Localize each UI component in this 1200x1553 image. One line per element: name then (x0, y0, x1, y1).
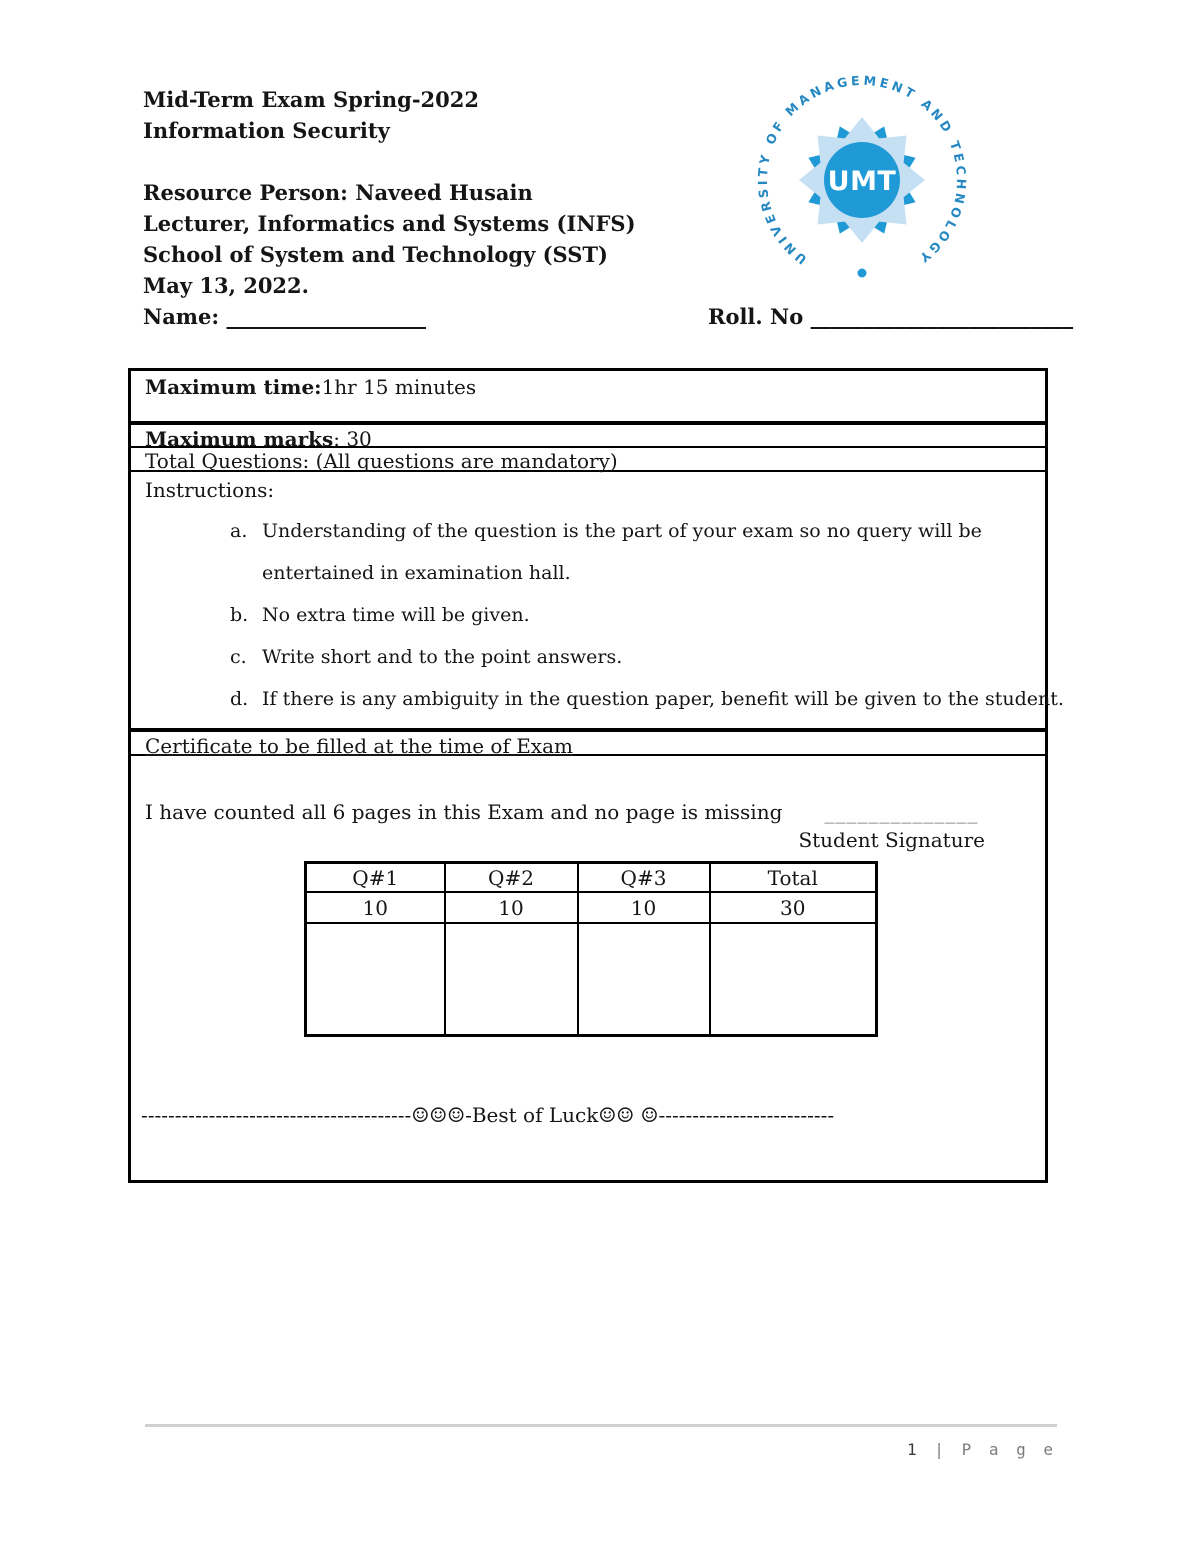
designation: Lecturer, Informatics and Systems (INFS) (143, 211, 636, 236)
marks-blank-row (306, 923, 877, 1036)
instruction-letter: b. (230, 604, 249, 626)
marks-q1: 10 (306, 892, 445, 923)
max-marks-row (131, 421, 1045, 451)
max-marks-label: Maximum marks (145, 427, 334, 451)
max-marks-value: : 30 (333, 427, 372, 451)
page-number: 1 (907, 1440, 921, 1459)
page-count-line (145, 800, 1045, 824)
logo-umt-text: UMT (827, 166, 897, 197)
instruction-item-d (230, 678, 1064, 720)
certificate-body-row (131, 754, 1045, 1180)
marks-value-row (306, 892, 877, 923)
exam-info-box (128, 368, 1064, 1183)
marks-total: 30 (710, 892, 877, 923)
instruction-text: No extra time will be given. (262, 604, 530, 626)
total-questions-text: Total Questions: (All questions are mandatory) (145, 449, 618, 473)
instruction-text: Understanding of the question is the part of your exam so no query will be entertained in examination hall. (262, 520, 982, 584)
marks-header-q1: Q#1 (306, 863, 445, 893)
exam-date: May 13, 2022. (143, 273, 309, 298)
page-label: | P a g e (934, 1440, 1057, 1459)
instruction-letter: a. (230, 520, 248, 542)
name-blank-field[interactable]: ___________________ (226, 304, 426, 329)
instruction-text: Write short and to the point answers. (262, 646, 623, 668)
name-label: Name: (143, 304, 227, 329)
instructions-row (131, 470, 1064, 728)
page-count-text: I have counted all 6 pages in this Exam and no page is missing (145, 800, 783, 824)
marks-blank-cell[interactable] (445, 923, 578, 1036)
instruction-item-c (230, 636, 1045, 678)
name-line (143, 301, 636, 332)
marks-header-q3: Q#3 (578, 863, 710, 893)
document-header (143, 84, 636, 332)
umt-logo (742, 60, 982, 300)
roll-line (708, 301, 1073, 332)
resource-person: Resource Person: Naveed Husain (143, 180, 533, 205)
instructions-label: Instructions: (145, 478, 275, 502)
marks-blank-cell[interactable] (578, 923, 710, 1036)
footer-page-number (657, 1440, 1057, 1459)
instruction-letter: c. (230, 646, 247, 668)
roll-label: Roll. No (708, 304, 811, 329)
exam-title: Mid-Term Exam Spring-2022 (143, 87, 479, 112)
max-time-row (131, 371, 1045, 421)
marks-q3: 10 (578, 892, 710, 923)
marks-table (304, 861, 878, 1037)
certificate-heading-row (131, 728, 1045, 758)
best-of-luck-line: ----------------------------------------☺☺☺-Best of Luck☺☺ ☺-------------------------- (141, 1103, 835, 1127)
marks-header-q2: Q#2 (445, 863, 578, 893)
instructions-list (230, 510, 1064, 720)
marks-q2: 10 (445, 892, 578, 923)
max-time-value: 1hr 15 minutes (321, 375, 477, 399)
total-questions-row (131, 446, 1045, 473)
student-signature-label: Student Signature (798, 828, 985, 852)
instruction-item-b (230, 594, 1045, 636)
footer-divider (145, 1424, 1057, 1427)
marks-header-row (306, 863, 877, 893)
instruction-letter: d. (230, 688, 249, 710)
school: School of System and Technology (SST) (143, 242, 608, 267)
umt-logo-icon (742, 60, 982, 300)
marks-header-total: Total (710, 863, 877, 893)
course-title: Information Security (143, 118, 390, 143)
blank-line (143, 146, 636, 177)
roll-blank-field[interactable]: _________________________ (810, 304, 1074, 329)
marks-blank-cell[interactable] (710, 923, 877, 1036)
instruction-item-a (230, 510, 1045, 594)
max-time-label: Maximum time: (145, 375, 322, 399)
instruction-text: If there is any ambiguity in the question paper, benefit will be given to the student. (262, 688, 1064, 710)
signature-blank-field[interactable]: ______________ (824, 800, 979, 824)
logo-ring-text: UNIVERSITY OF MANAGEMENT AND TECHNOLOGY (754, 72, 970, 268)
marks-blank-cell[interactable] (306, 923, 445, 1036)
logo-bottom-dot (858, 269, 867, 278)
certificate-heading: Certificate to be filled at the time of Exam (145, 734, 573, 758)
